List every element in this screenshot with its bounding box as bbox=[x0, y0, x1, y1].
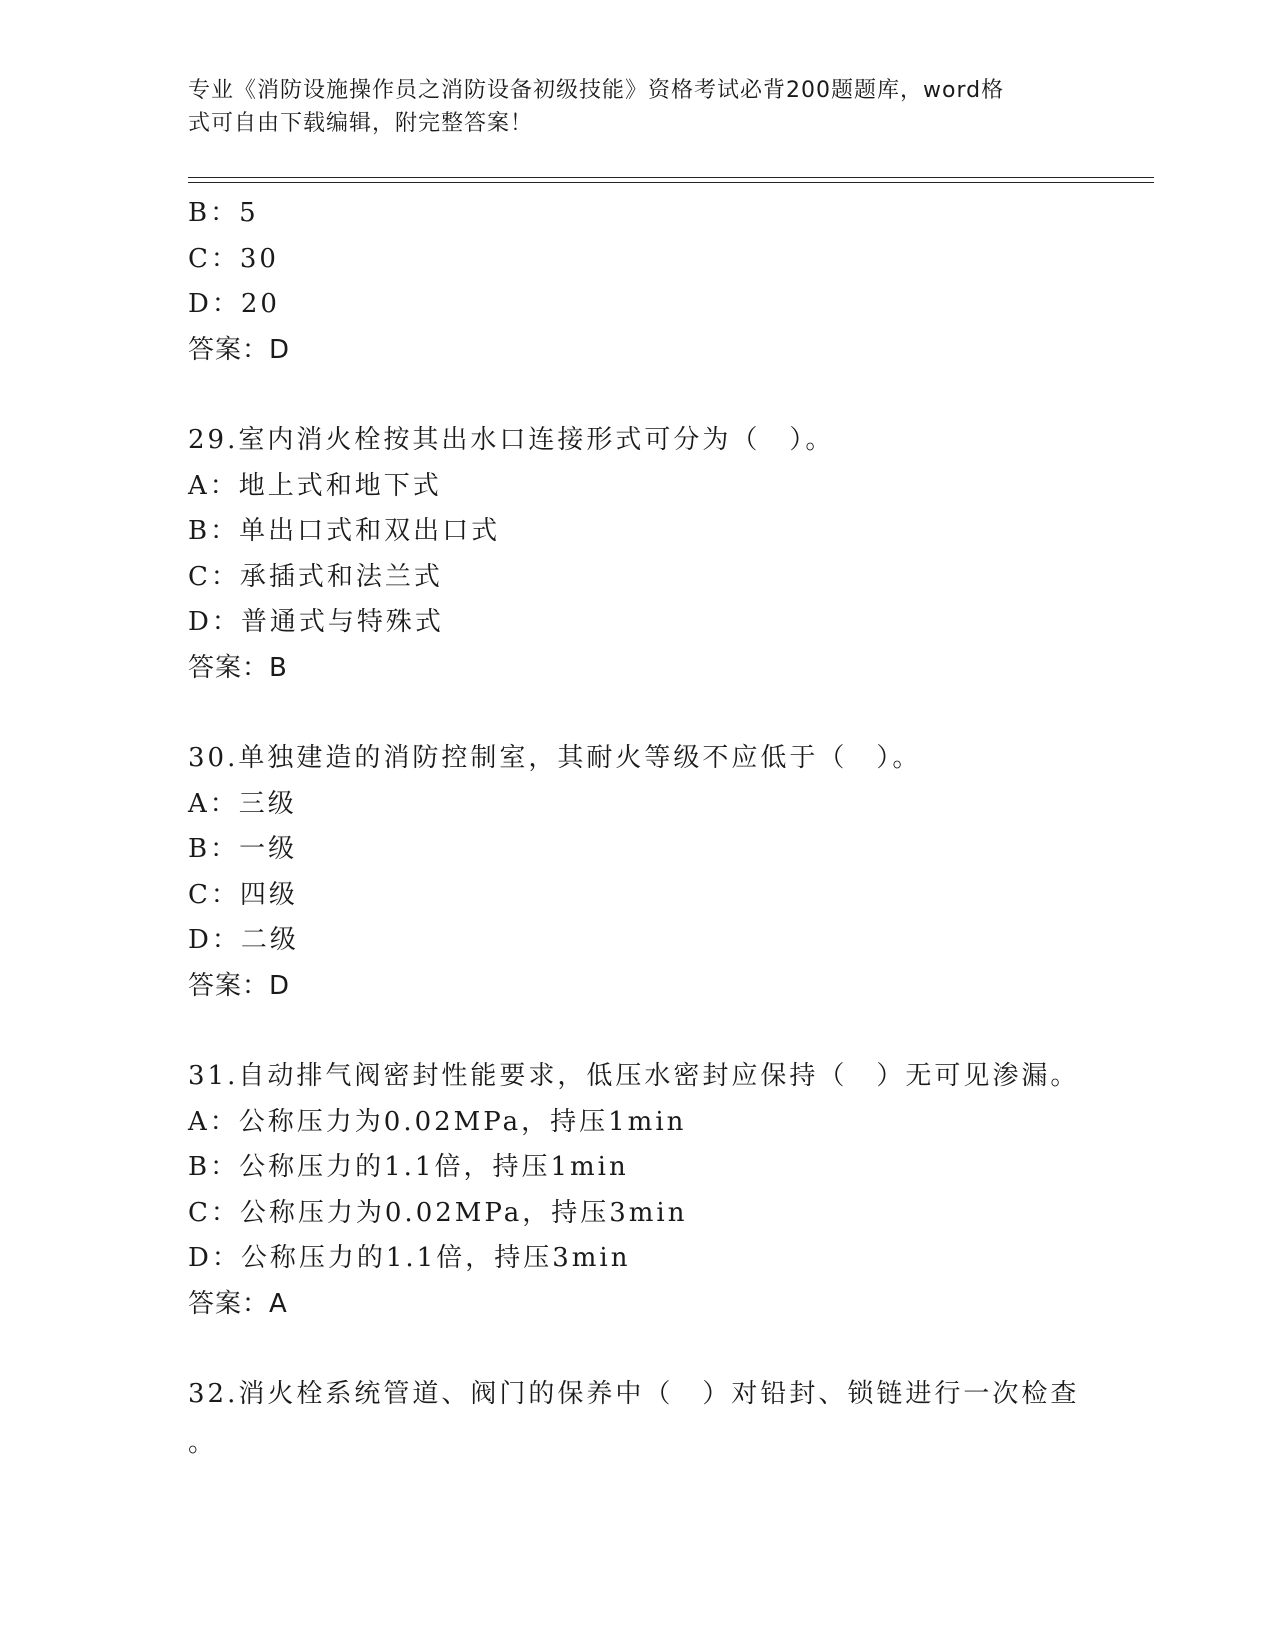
option-a: A：公称压力为0.02MPa，持压1min bbox=[188, 1106, 687, 1137]
spacer bbox=[188, 691, 1148, 736]
spacer bbox=[188, 1009, 1148, 1054]
option-c: C：公称压力为0.02MPa，持压3min bbox=[188, 1197, 688, 1228]
option-c: C：四级 bbox=[188, 879, 298, 910]
spacer bbox=[188, 373, 1148, 418]
option-d: D：公称压力的1.1倍，持压3min bbox=[188, 1243, 631, 1273]
header-divider-bottom bbox=[188, 182, 1154, 183]
option-d: D：二级 bbox=[188, 925, 299, 955]
option-c: C：承插式和法兰式 bbox=[188, 561, 443, 592]
question-stem-continuation: 。 bbox=[188, 1427, 215, 1458]
option-b: B：一级 bbox=[188, 834, 298, 864]
option-d: D：普通式与特殊式 bbox=[188, 607, 444, 637]
question-stem: 30.单独建造的消防控制室，其耐火等级不应低于（ ）。 bbox=[188, 743, 922, 773]
answer-label: 答案：D bbox=[188, 334, 291, 365]
header-divider-top bbox=[188, 177, 1154, 178]
header-line-2: 式可自由下载编辑，附完整答案！ bbox=[188, 111, 534, 136]
question-list bbox=[188, 191, 1148, 1468]
option-b: B：5 bbox=[188, 198, 259, 228]
header-line-1: 专业《消防设施操作员之消防设备初级技能》资格考试必背200题题库，word格 bbox=[188, 78, 1005, 103]
question-stem: 29.室内消火栓按其出水口连接形式可分为（ ）。 bbox=[188, 425, 835, 455]
option-d: D：20 bbox=[188, 289, 280, 319]
option-b: B：公称压力的1.1倍，持压1min bbox=[188, 1152, 629, 1182]
question-stem: 32.消火栓系统管道、阀门的保养中（ ）对铅封、锁链进行一次检查 bbox=[188, 1379, 1080, 1409]
document-header bbox=[188, 74, 1088, 140]
option-c: C：30 bbox=[188, 243, 279, 274]
question-stem: 31.自动排气阀密封性能要求，低压水密封应保持（ ）无可见渗漏。 bbox=[188, 1061, 1080, 1091]
option-a: A：三级 bbox=[188, 788, 297, 819]
option-a: A：地上式和地下式 bbox=[188, 470, 442, 501]
spacer bbox=[188, 1327, 1148, 1372]
answer-label: 答案：B bbox=[188, 652, 288, 683]
option-b: B：单出口式和双出口式 bbox=[188, 516, 501, 546]
answer-label: 答案：D bbox=[188, 970, 291, 1001]
answer-label: 答案：A bbox=[188, 1288, 288, 1319]
